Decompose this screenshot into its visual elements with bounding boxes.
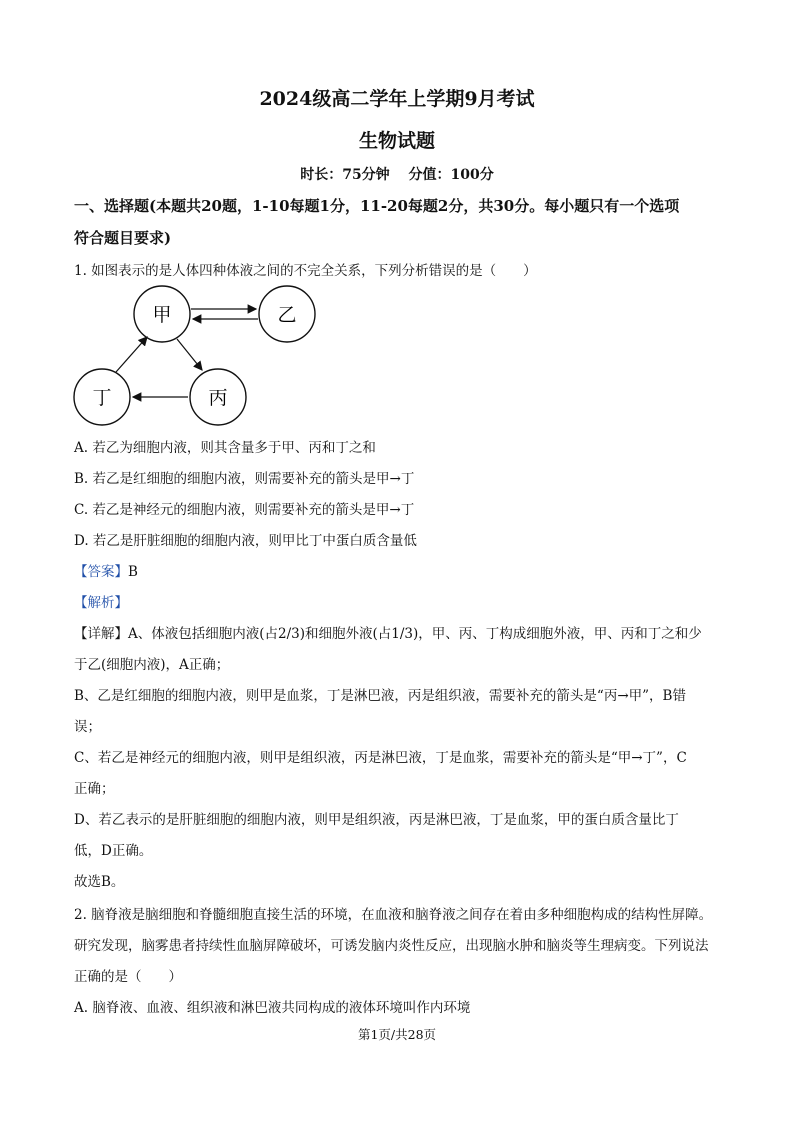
node-jia-label: 甲 <box>152 304 172 326</box>
q2-stem-line: 正确的是（ ） <box>74 969 182 985</box>
section-heading-cont: 符合题目要求) <box>74 229 172 247</box>
explanation-line: C、若乙是神经元的细胞内液，则甲是组织液，丙是淋巴液，丁是血浆，需要补充的箭头是“甲→丁”，C <box>74 750 687 766</box>
arrow-ding-to-jia <box>116 337 147 372</box>
q1-option-c: C. 若乙是神经元的细胞内液，则需要补充的箭头是甲→丁 <box>74 502 415 518</box>
node-yi-label: 乙 <box>277 304 297 326</box>
subject-title: 生物试题 <box>358 130 435 152</box>
q2-stem-line: 研究发现，脑雾患者持续性血脑屏障破坏，可诱发脑内炎性反应，出现脑水肿和脑炎等生理病变。下列说法 <box>74 938 709 954</box>
explanation-line: D、若乙表示的是肝脏细胞的细胞内液，则甲是组织液，丙是淋巴液，丁是血浆，甲的蛋白质含量比丁 <box>74 812 679 828</box>
node-ding-label: 丁 <box>92 387 112 409</box>
explanation-line: 故选B。 <box>74 874 125 890</box>
q2-stem-line: 2. 脑脊液是脑细胞和脊髓细胞直接生活的环境，在血液和脑脊液之间存在着由多种细胞构成的结构性屏障。 <box>74 907 713 923</box>
explanation-line: 误； <box>74 719 101 735</box>
answer-value: B <box>128 564 138 580</box>
explanation-line: 低，D正确。 <box>74 843 153 859</box>
q1-option-d: D. 若乙是肝脏细胞的细胞内液，则甲比丁中蛋白质含量低 <box>74 533 417 549</box>
q1-analysis-tag: 【解析】 <box>74 595 128 611</box>
q1-option-a: A. 若乙为细胞内液，则其含量多于甲、丙和丁之和 <box>74 440 376 456</box>
q1-stem: 1. 如图表示的是人体四种体液之间的不完全关系，下列分析错误的是（ ） <box>74 263 537 279</box>
exam-title: 2024级高二学年上学期9月考试 <box>259 88 535 110</box>
page-footer: 第1页/共28页 <box>357 1027 437 1042</box>
answer-tag: 【答案】 <box>74 564 128 580</box>
exam-meta: 时长：75分钟 分值：100分 <box>300 167 494 183</box>
q1-option-b: B. 若乙是红细胞的细胞内液，则需要补充的箭头是甲→丁 <box>74 471 415 487</box>
body-fluid-diagram <box>70 282 330 432</box>
arrow-jia-to-bing <box>177 339 202 370</box>
node-bing-label: 丙 <box>208 387 228 409</box>
q1-answer <box>74 560 138 580</box>
section-heading: 一、选择题(本题共20题，1-10每题1分，11-20每题2分，共30分。每小题只有一个选项 <box>74 197 680 215</box>
explanation-line: 正确； <box>74 781 115 797</box>
explanation-line: 【详解】A、体液包括细胞内液(占2/3)和细胞外液(占1/3)，甲、丙、丁构成细胞外液，甲、丙和丁之和少 <box>74 626 702 642</box>
explanation-line: B、乙是红细胞的细胞内液，则甲是血浆，丁是淋巴液，丙是组织液，需要补充的箭头是“丙→甲”，B错 <box>74 688 686 704</box>
explanation-line: 于乙(细胞内液)，A正确； <box>74 657 230 673</box>
q2-option-a: A. 脑脊液、血液、组织液和淋巴液共同构成的液体环境叫作内环境 <box>74 1000 471 1016</box>
